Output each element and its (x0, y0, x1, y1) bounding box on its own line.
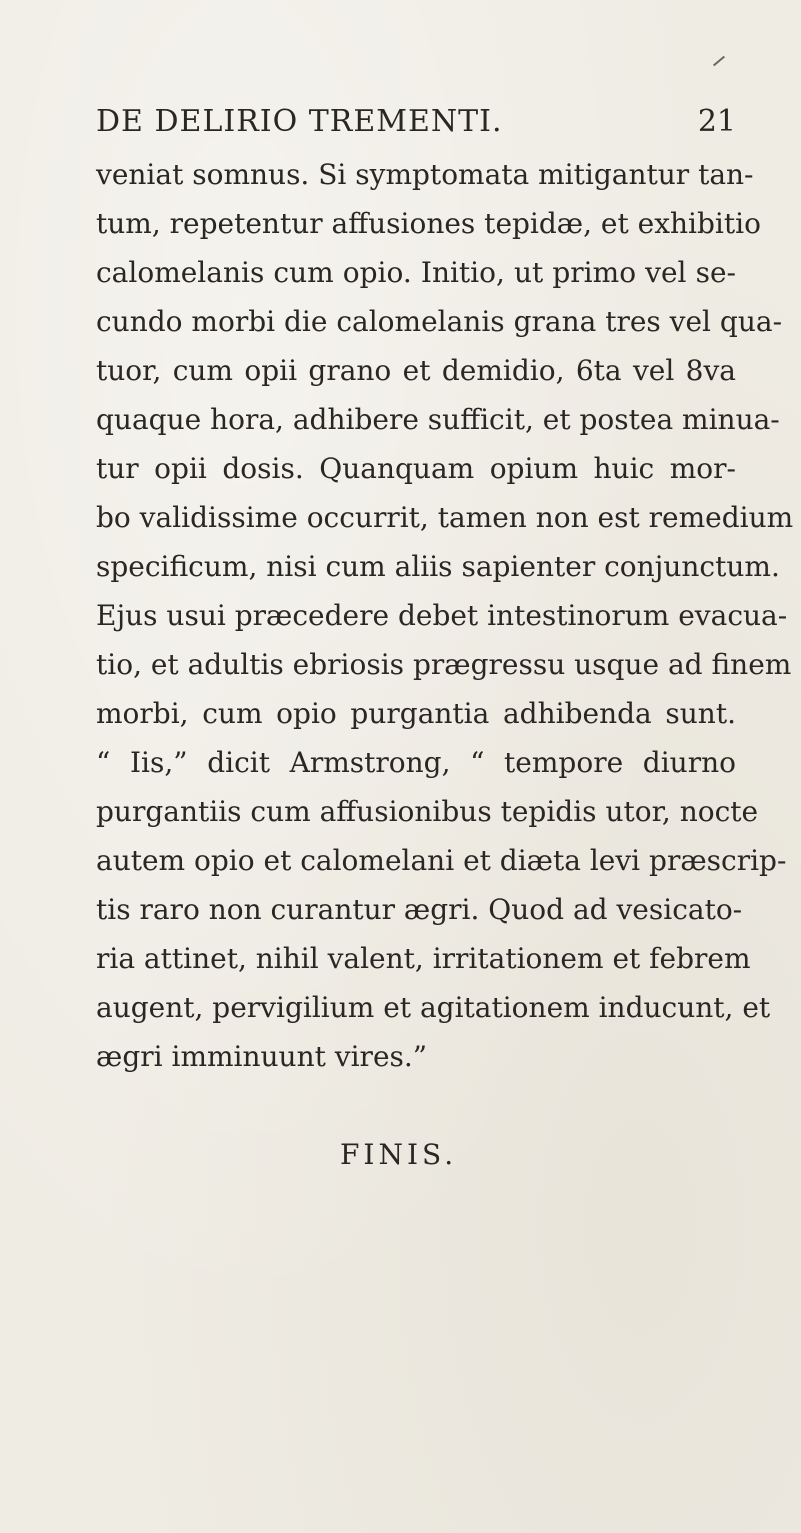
text-line: specificum, nisi cum aliis sapienter conjunctum. (96, 550, 780, 583)
running-title: DE DELIRIO TREMENTI. (96, 104, 503, 139)
stray-mark (713, 56, 725, 67)
text-line: Ejus usui præcedere debet intestinorum evacua- (96, 599, 788, 632)
text-line: tum, repetentur affusiones tepidæ, et exhibitio (96, 207, 761, 240)
text-line: cundo morbi die calomelanis grana tres vel qua- (96, 305, 783, 338)
text-line: autem opio et calomelani et diæta levi præscrip- (96, 844, 787, 877)
text-line: augent, pervigilium et agitationem inducunt, et (96, 991, 771, 1024)
text-line: ria attinet, nihil valent, irritationem et febrem (96, 942, 751, 975)
page-header (96, 97, 736, 147)
text-line: bo validissime occurrit, tamen non est remedium (96, 501, 794, 534)
text-line: purgantiis cum affusionibus tepidis utor, nocte (96, 795, 759, 828)
text-line: “ Iis,” dicit Armstrong, “ tempore diurno (96, 746, 736, 779)
text-line: quaque hora, adhibere sufficit, et postea minua- (96, 403, 780, 436)
text-line: tuor, cum opii grano et demidio, 6ta vel 8va (96, 354, 736, 387)
text-line: ægri imminuunt vires.” (96, 1040, 428, 1073)
text-line: morbi, cum opio purgantia adhibenda sunt. (96, 697, 736, 730)
text-line: calomelanis cum opio. Initio, ut primo vel se- (96, 256, 736, 289)
finis-mark: FINIS. (340, 1138, 458, 1171)
text-line: tio, et adultis ebriosis prægressu usque ad finem (96, 648, 792, 681)
text-line: veniat somnus. Si symptomata mitigantur tan- (96, 158, 754, 191)
body-text (96, 150, 794, 1081)
text-line: tur opii dosis. Quanquam opium huic mor- (96, 452, 736, 485)
text-line: tis raro non curantur ægri. Quod ad vesicato- (96, 893, 743, 926)
page-number: 21 (697, 104, 736, 139)
